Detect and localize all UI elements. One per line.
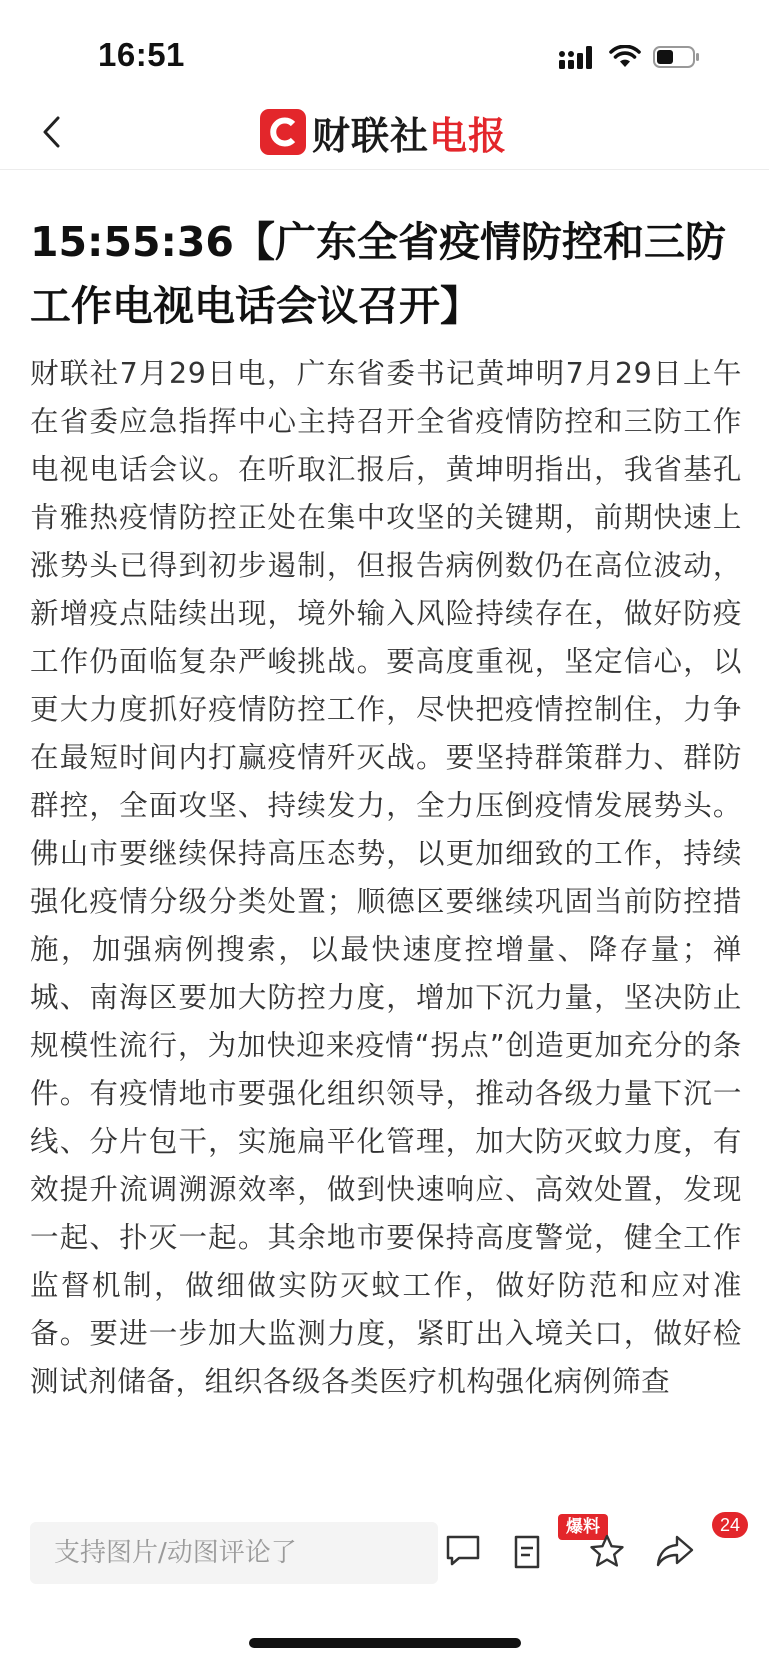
star-icon (588, 1533, 626, 1569)
tip-badge: 爆料 (558, 1514, 608, 1540)
comment-bubble-icon (444, 1533, 482, 1569)
article-body: 财联社7月29日电，广东省委书记黄坤明7月29日上午在省委应急指挥中心主持召开全省疫情防控和三防工作电视电话会议。在听取汇报后，黄坤明指出，我省基孔肯雅热疫情防控正处在集中攻坚的关键期，前期快速上涨势头已得到初步遏制，但报告病例数仍在高位波动，新增疫点陆续出现，境外输入风险持续存在，做好防疫工作仍面临复杂严峻挑战。要高度重视，坚定信心，以更大力度抓好疫情防控工作，尽快把疫情控制住，力争在最短时间内打赢疫情歼灭战。要坚持群策群力、群防群控，全面攻坚、持续发力，全力压倒疫情发展势头。佛山市要继续保持高压态势，以更加细致的工作，持续强化疫情分级分类处置；顺德区要继续巩固当前防控措施，加强病例搜索，以最快速度控增量、降存量；禅城、南海区要加大防控力度，增加下沉力量，坚决防止规模性流行，为加快迎来疫情“拐点”创造更加充分的条件。有疫情地市要强化组织领导，推动各级力量下沉一线、分片包干，实施扁平化管理，加大防灭蚊力度，有效提升流调溯源效率，做到快速响应、高效处置，发现一起、扑灭一起。其余地市要保持高度警觉，健全工作监督机制，做细做实防灭蚊工作，做好防范和应对准备。要进一步加大监测力度，紧盯出入境关口，做好检测试剂储备，组织各级各类医疗机构强化病例筛查 (30, 357, 742, 1398)
nav-bar (0, 100, 769, 170)
status-icons (559, 42, 701, 72)
document-icon (511, 1531, 547, 1571)
brand-logo-mark (266, 115, 300, 149)
cellular-signal-icon (559, 45, 597, 69)
status-time: 16:51 (98, 36, 185, 73)
comment-button[interactable] (440, 1528, 486, 1574)
battery-icon (653, 45, 701, 69)
bottom-bar (0, 1500, 769, 1665)
status-bar (0, 0, 769, 100)
brand-name-part1: 财联社 (312, 113, 430, 158)
article-title: 15:55:36【广东全省疫情防控和三防工作电视电话会议召开】 (30, 218, 726, 330)
share-button[interactable] (652, 1528, 698, 1574)
tip-button[interactable] (506, 1528, 552, 1574)
share-arrow-icon (655, 1533, 695, 1569)
brand-name (312, 105, 507, 160)
brand-name-part2: 电报 (429, 113, 508, 158)
favorite-button[interactable] (584, 1528, 630, 1574)
brand (260, 108, 507, 156)
comment-input[interactable] (30, 1522, 438, 1584)
chevron-left-icon (41, 115, 63, 149)
back-button[interactable] (30, 110, 74, 154)
home-indicator (249, 1638, 521, 1648)
brand-logo (260, 109, 306, 155)
share-count-badge: 24 (712, 1512, 748, 1538)
article (30, 210, 742, 1497)
wifi-icon (609, 45, 641, 69)
